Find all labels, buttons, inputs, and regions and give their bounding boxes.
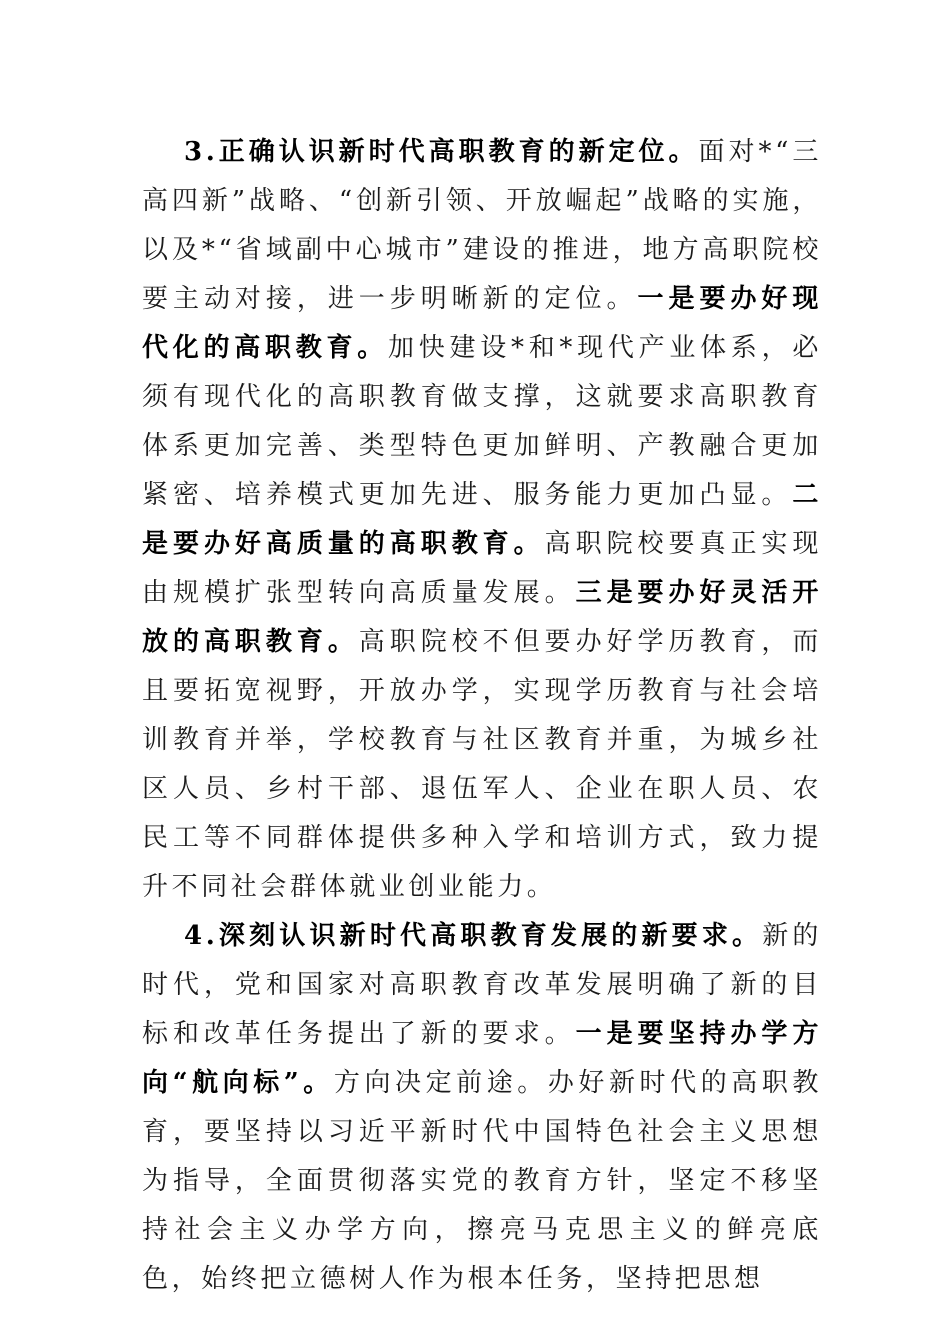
heading-4: 4.深刻认识新时代高职教育发展的新要求。 [184,921,763,951]
paragraph-text: 高职院校要真正实现由规模扩张型转向高质量发展。 [142,529,822,608]
document-body [142,128,822,1304]
point-heading: 二是要办好高质量的高职教育。 [142,480,822,559]
paragraph-text: 高职院校不但要办好学历教育，而且要拓宽视野，开放办学，实现学历教育与社会培训教育并举，学校教育与社区教育并重，为城乡社区人员、乡村干部、退伍军人、企业在职人员、农民工等不同群体提供多种入学和培训方式，致力提升不同社会群体就业创业能力。 [142,627,822,902]
paragraph-3 [142,128,822,912]
paragraph-text: 新的时代，党和国家对高职教育改革发展明确了新的目标和改革任务提出了新的要求。 [142,921,822,1049]
point-heading: 一是要坚持办学方向“航向标”。 [142,1019,822,1098]
paragraph-text: 面对*“三高四新”战略、“创新引领、开放崛起”战略的实施，以及*“省域副中心城市”建设的推进，地方高职院校要主动对接，进一步明晰新的定位。 [142,137,822,314]
paragraph-text: 方向决定前途。办好新时代的高职教育，要坚持以习近平新时代中国特色社会主义思想为指导，全面贯彻落实党的教育方针，坚定不移坚持社会主义办学方向，擦亮马克思主义的鲜亮底色，始终把立德树人作为根本任务，坚持把思想 [142,1068,822,1294]
point-heading: 一是要办好现代化的高职教育。 [142,284,822,363]
heading-3: 3.正确认识新时代高职教育的新定位。 [184,137,699,167]
paragraph-4 [142,912,822,1304]
paragraph-text: 加快建设*和*现代产业体系，必须有现代化的高职教育做支撑，这就要求高职教育体系更加完善、类型特色更加鲜明、产教融合更加紧密、培养模式更加先进、服务能力更加凸显。 [142,333,822,510]
point-heading: 三是要办好灵活开放的高职教育。 [142,578,822,657]
